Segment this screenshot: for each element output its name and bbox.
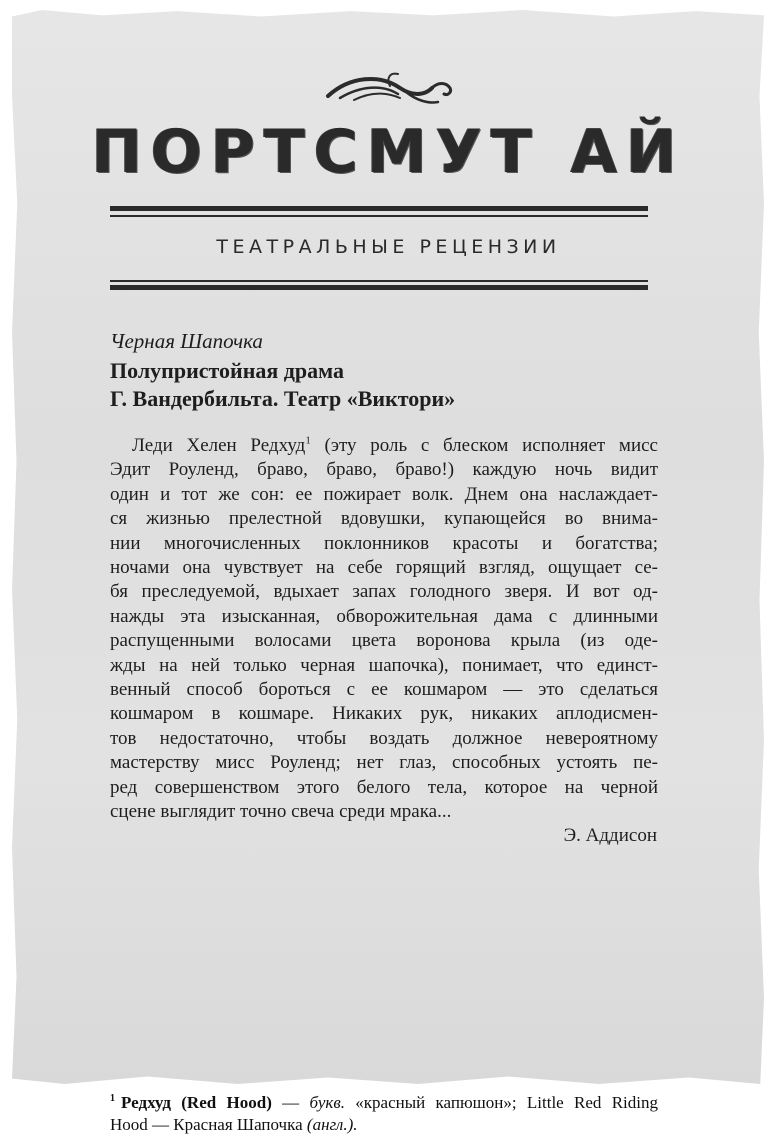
- footnote-marker: 1: [305, 434, 311, 447]
- body-line: нии многочисленных поклонников красоты и богатства;: [110, 532, 658, 554]
- rule-thin: [110, 280, 648, 282]
- flourish-ornament-icon: [320, 66, 460, 110]
- body-line: нажды эта изысканная, обворожительная дама с длинными: [110, 605, 658, 627]
- review-play-title: Черная Шапочка: [110, 329, 263, 353]
- review-subtitle-line-2: Г. Вандербильта. Театр «Виктори»: [110, 386, 456, 411]
- footnote: [110, 1092, 658, 1136]
- footnote-number: 1: [110, 1093, 115, 1105]
- review-body: [110, 434, 658, 825]
- footnote-line: $^1$ Редхуд (Red Hood) — букв. «красный капюшон»; Little Red Riding: [110, 1093, 658, 1112]
- body-line: Эдит Роуленд, браво, браво, браво!) каждую ночь видит: [110, 459, 658, 481]
- body-line: жды на ней только черная шапочка), понимает, что единст-: [110, 654, 658, 676]
- body-line: бя преследуемой, вдыхает запах голодного зверя. И вот од-: [110, 581, 658, 603]
- body-line: Леди Хелен Редхуд$^1$ (эту роль с блеском исполняет мисс: [132, 434, 658, 456]
- rule-thin: [110, 215, 648, 217]
- body-line: распущенными волосами цвета воронова крыла (из оде-: [110, 630, 658, 652]
- body-line: ред совершенством этого белого тела, которое на черной: [110, 776, 658, 798]
- body-line: ночами она чувствует на себе горящий взгляд, ощущает се-: [110, 557, 658, 579]
- section-heading: ТЕАТРАЛЬНЫЕ РЕЦЕНЗИИ: [216, 236, 561, 258]
- rule-thick: [110, 206, 648, 211]
- body-line: тов недостаточно, чтобы воздать должное невероятному: [110, 727, 658, 749]
- rule-thick: [110, 285, 648, 290]
- footnote-line: Hood — Красная Шапочка (англ.).: [110, 1115, 358, 1134]
- body-line: один и тот же сон: ее пожирает волк. Днем она наслаждает-: [110, 483, 658, 505]
- review-subtitle-line-1: Полупристойная драма: [110, 358, 344, 383]
- newspaper-masthead: ПОРТСМУТ АЙ: [91, 117, 686, 187]
- review-signature: Э. Аддисон: [563, 825, 657, 846]
- body-line: кошмаром в кошмаре. Никаких рук, никаких аплодисмен-: [110, 703, 658, 725]
- body-line: ся жизнью прелестной вдовушки, купающейся во внима-: [110, 508, 658, 530]
- body-line: сцене выглядит точно свеча среди мрака...: [110, 801, 452, 823]
- body-line: венный способ бороться с ее кошмаром — это сделаться: [110, 679, 658, 701]
- body-line: мастерству мисс Роуленд; нет глаз, способных устоять пе-: [110, 752, 658, 774]
